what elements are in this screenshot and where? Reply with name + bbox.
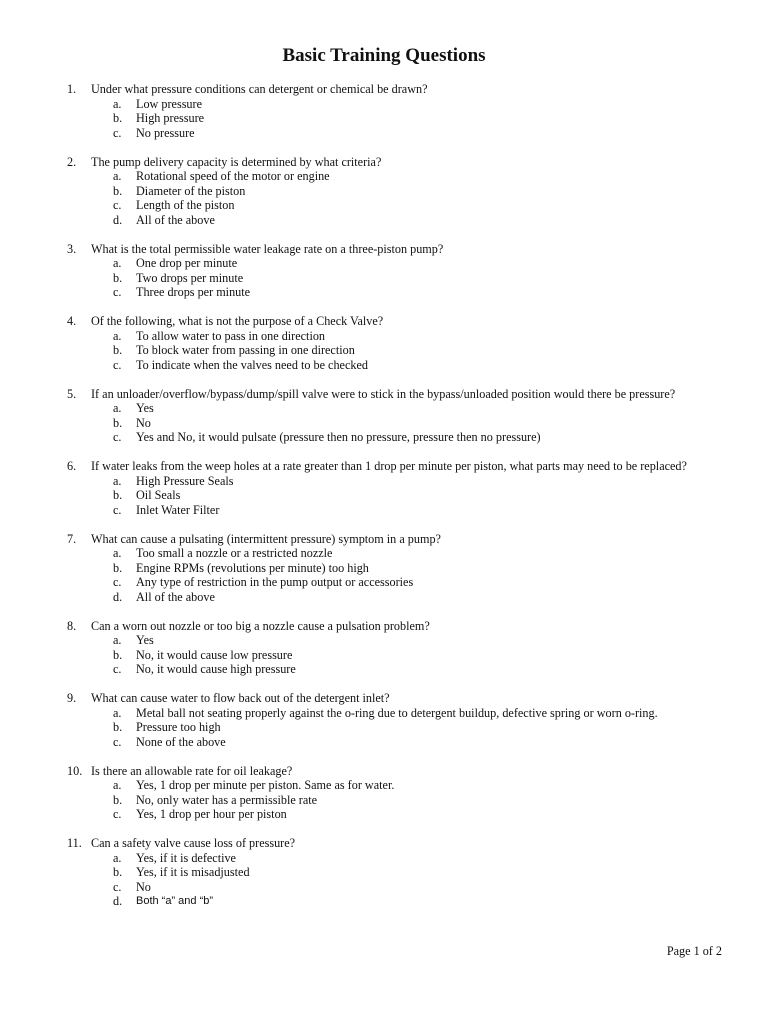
option-text: No, it would cause low pressure: [136, 647, 293, 662]
option-letter: c.: [113, 125, 122, 140]
answer-option: [0, 416, 768, 431]
option-text: Both “a” and “b”: [136, 895, 214, 907]
option-text: No pressure: [136, 125, 195, 140]
question-line: [0, 459, 768, 474]
option-text: Three drops per minute: [136, 285, 251, 299]
question-text: If an unloader/overflow/bypass/dump/spill valve were to stick in the bypass/unloaded position would there be pressure?: [91, 386, 676, 401]
option-text: Yes: [136, 633, 154, 647]
option-text: To allow water to pass in one direction: [136, 328, 326, 343]
question-number: 11.: [67, 836, 82, 850]
answer-option: [0, 358, 768, 373]
option-letter: a.: [113, 256, 122, 270]
page-number: Page 1 of 2: [666, 944, 722, 958]
answer-option: [0, 561, 768, 576]
question-item: [0, 619, 768, 677]
question-number: 8.: [67, 618, 77, 633]
question-text: The pump delivery capacity is determined by what criteria?: [91, 154, 382, 169]
answer-option: [0, 271, 768, 286]
question-text: What can cause water to flow back out of the detergent inlet?: [91, 691, 390, 705]
question-number: 2.: [67, 154, 77, 169]
option-text: One drop per minute: [136, 256, 238, 270]
option-letter: b.: [113, 720, 123, 734]
question-number: 6.: [67, 459, 77, 473]
answer-option: [0, 546, 768, 561]
option-letter: c.: [113, 734, 122, 749]
answer-option: [0, 198, 768, 213]
option-letter: c.: [113, 285, 122, 299]
answer-option: [0, 793, 768, 808]
option-text: High Pressure Seals: [136, 473, 234, 488]
option-letter: b.: [113, 415, 123, 430]
answer-option: [0, 735, 768, 750]
question-line: [0, 242, 768, 257]
option-text: Yes, 1 drop per minute per piston. Same as for water.: [136, 778, 395, 792]
question-text: What can cause a pulsating (intermittent pressure) symptom in a pump?: [91, 531, 441, 546]
option-letter: d.: [113, 589, 123, 604]
question-number: 10.: [67, 763, 83, 778]
answer-option: [0, 633, 768, 648]
answer-option: [0, 97, 768, 112]
question-line: [0, 691, 768, 706]
option-letter: c.: [113, 879, 122, 894]
question-list: [0, 82, 768, 923]
question-line: [0, 387, 768, 402]
question-item: [0, 459, 768, 517]
answer-option: [0, 503, 768, 518]
option-letter: d.: [113, 894, 123, 908]
question-line: [0, 764, 768, 779]
option-letter: a.: [113, 96, 122, 111]
answer-option: [0, 865, 768, 880]
answer-option: [0, 648, 768, 663]
option-letter: a.: [113, 705, 122, 720]
option-text: Any type of restriction in the pump output or accessories: [136, 575, 414, 589]
question-number: 1.: [67, 82, 77, 96]
option-text: No: [136, 415, 151, 430]
question-text: Of the following, what is not the purpose of a Check Valve?: [91, 314, 384, 328]
option-text: Yes, if it is misadjusted: [136, 865, 250, 879]
answer-option: [0, 401, 768, 416]
option-letter: d.: [113, 212, 123, 227]
answer-option: [0, 488, 768, 503]
option-letter: a.: [113, 473, 122, 488]
answer-option: [0, 662, 768, 677]
option-text: Inlet Water Filter: [136, 502, 220, 517]
question-item: [0, 155, 768, 228]
question-item: [0, 532, 768, 605]
option-text: Yes, if it is defective: [136, 850, 236, 865]
answer-option: [0, 894, 768, 909]
option-letter: c.: [113, 575, 122, 589]
option-letter: b.: [113, 560, 123, 575]
option-text: Diameter of the piston: [136, 183, 246, 198]
answer-option: [0, 213, 768, 228]
question-line: [0, 314, 768, 329]
question-text: Under what pressure conditions can detergent or chemical be drawn?: [91, 82, 428, 96]
question-number: 3.: [67, 241, 77, 256]
answer-option: [0, 184, 768, 199]
option-text: To indicate when the valves need to be checked: [136, 357, 368, 372]
question-item: [0, 314, 768, 372]
answer-option: [0, 720, 768, 735]
option-letter: c.: [113, 430, 122, 444]
option-letter: b.: [113, 865, 123, 879]
option-text: High pressure: [136, 111, 205, 125]
answer-option: [0, 126, 768, 141]
option-letter: b.: [113, 183, 123, 198]
option-letter: a.: [113, 633, 122, 647]
option-letter: a.: [113, 850, 122, 865]
option-text: No, only water has a permissible rate: [136, 792, 318, 807]
answer-option: [0, 343, 768, 358]
answer-option: [0, 851, 768, 866]
option-text: Oil Seals: [136, 488, 181, 502]
option-text: Engine RPMs (revolutions per minute) too high: [136, 560, 369, 575]
answer-option: [0, 285, 768, 300]
option-text: Low pressure: [136, 96, 202, 111]
answer-option: [0, 256, 768, 271]
option-letter: a.: [113, 169, 122, 183]
option-letter: a.: [113, 778, 122, 792]
question-number: 4.: [67, 314, 77, 328]
option-letter: b.: [113, 343, 123, 357]
page-title: Basic Training Questions: [282, 45, 486, 66]
option-letter: b.: [113, 488, 123, 502]
option-text: None of the above: [136, 734, 226, 749]
option-letter: b.: [113, 270, 123, 285]
option-text: Too small a nozzle or a restricted nozzle: [136, 546, 333, 560]
option-text: Yes and No, it would pulsate (pressure then no pressure, pressure then no pressure): [136, 430, 541, 444]
answer-option: [0, 111, 768, 126]
option-text: All of the above: [136, 212, 215, 227]
option-text: Metal ball not seating properly against the o-ring due to detergent buildup, defective spring or worn o-ring.: [136, 705, 658, 720]
option-letter: c.: [113, 357, 122, 372]
question-number: 9.: [67, 691, 77, 705]
answer-option: [0, 778, 768, 793]
option-letter: b.: [113, 792, 123, 807]
question-line: [0, 532, 768, 547]
option-text: Pressure too high: [136, 720, 221, 734]
option-letter: a.: [113, 401, 122, 415]
option-text: Two drops per minute: [136, 270, 244, 285]
question-number: 7.: [67, 531, 77, 546]
option-text: No: [136, 879, 151, 894]
question-item: [0, 836, 768, 909]
option-letter: c.: [113, 502, 122, 517]
answer-option: [0, 590, 768, 605]
option-letter: c.: [113, 662, 122, 676]
option-text: Rotational speed of the motor or engine: [136, 169, 330, 183]
option-letter: b.: [113, 647, 123, 662]
option-text: To block water from passing in one direction: [136, 343, 355, 357]
question-item: [0, 242, 768, 300]
question-item: [0, 82, 768, 140]
question-line: [0, 619, 768, 634]
answer-option: [0, 807, 768, 822]
answer-option: [0, 329, 768, 344]
question-text: Can a worn out nozzle or too big a nozzle cause a pulsation problem?: [91, 618, 430, 633]
answer-option: [0, 430, 768, 445]
question-line: [0, 82, 768, 97]
question-line: [0, 155, 768, 170]
answer-option: [0, 474, 768, 489]
option-text: Length of the piston: [136, 198, 235, 212]
question-text: If water leaks from the weep holes at a rate greater than 1 drop per minute per piston, what parts may need to be replaced?: [91, 459, 687, 473]
answer-option: [0, 575, 768, 590]
answer-option: [0, 880, 768, 895]
question-text: Can a safety valve cause loss of pressure?: [91, 836, 296, 850]
option-letter: c.: [113, 807, 122, 821]
option-text: All of the above: [136, 589, 215, 604]
option-text: Yes, 1 drop per hour per piston: [136, 807, 287, 821]
question-number: 5.: [67, 386, 77, 401]
question-line: [0, 836, 768, 851]
option-text: No, it would cause high pressure: [136, 662, 296, 676]
option-letter: c.: [113, 198, 122, 212]
option-text: Yes: [136, 401, 154, 415]
option-letter: b.: [113, 111, 123, 125]
question-item: [0, 764, 768, 822]
question-text: Is there an allowable rate for oil leakage?: [91, 763, 293, 778]
question-item: [0, 691, 768, 749]
question-item: [0, 387, 768, 445]
question-text: What is the total permissible water leakage rate on a three-piston pump?: [91, 241, 444, 256]
option-letter: a.: [113, 328, 122, 343]
option-letter: a.: [113, 546, 122, 560]
answer-option: [0, 169, 768, 184]
answer-option: [0, 706, 768, 721]
